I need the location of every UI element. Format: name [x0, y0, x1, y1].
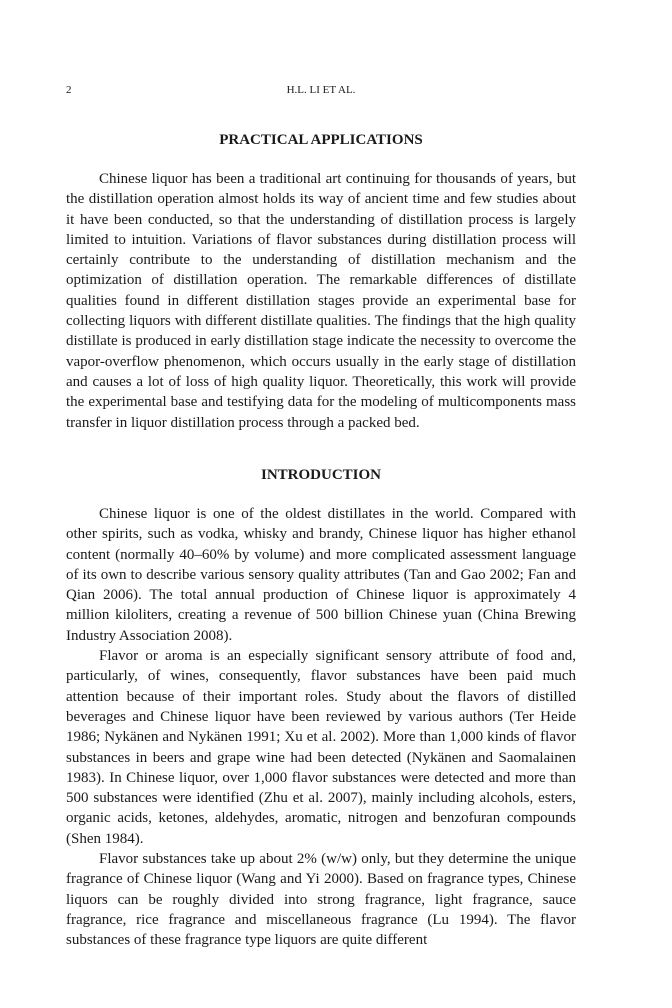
paragraph: Chinese liquor is one of the oldest distillates in the world. Compared with other spirits, such as vodka, whisky and brandy, Chinese liquor has higher ethanol content (normally 40–60% by volume) and more complicated assessment language of its own to describe various sensory quality attributes (Tan and Gao 2002; Fan and Qian 2006). The total annual production of Chinese liquor is approximately 4 million kiloliters, creating a revenue of 500 billion Chinese yuan (China Brewing Industry Association 2008).	[66, 506, 576, 644]
section-practical-applications	[66, 169, 576, 433]
section-introduction	[66, 504, 576, 951]
section-heading-practical-applications: PRACTICAL APPLICATIONS	[219, 132, 423, 148]
paragraph: Flavor or aroma is an especially significant sensory attribute of food and, particularly, of wines, consequently, flavor substances have been paid much attention because of their important roles. Study about the flavors of distilled beverages and Chinese liquor have been reviewed by various authors (Ter Heide 1986; Nykänen and Nykänen 1991; Xu et al. 2002). More than 1,000 kinds of flavor substances in beers and grape wine had been detected (Nykänen and Saomalainen 1983). In Chinese liquor, over 1,000 flavor substances were detected and more than 500 substances were identified (Zhu et al. 2007), mainly including alcohols, esters, organic acids, ketones, aldehydes, aromatic, nitrogen and benzofuran compounds (Shen 1984).	[66, 648, 576, 847]
section-heading-introduction: INTRODUCTION	[260, 467, 381, 483]
paragraph: Flavor substances take up about 2% (w/w) only, but they determine the unique fragrance of Chinese liquor (Wang and Yi 2000). Based on fragrance types, Chinese liquors can be roughly divided into strong fragrance, light fragrance, sauce fragrance, rice fragrance and miscellaneous fragrance (Lu 1994). The flavor substances of these fragrance type liquors are quite different	[66, 851, 576, 949]
page-number: 2	[66, 84, 72, 96]
running-title: H.L. LI ET AL.	[286, 84, 356, 96]
running-head	[66, 82, 576, 98]
paragraph: Chinese liquor has been a traditional art continuing for thousands of years, but the distillation operation almost holds its way of ancient time and few studies about it have been conducted, so that the understanding of distillation process is largely limited to intuition. Variations of flavor substances during distillation process will certainly contribute to the understanding of distillation mechanism and the optimization of distillation operation. The remarkable differences of distillate qualities found in different distillation stages provide an experimental base for collecting liquors with different distillate qualities. The findings that the high quality distillate is produced in early distillation stage indicate the necessity to overcome the vapor-overflow phenomenon, which occurs usually in the early stage of distillation and causes a lot of loss of high quality liquor. Theoretically, this work will provide the experimental base and testifying data for the modeling of multicomponents mass transfer in liquor distillation process through a packed bed.	[66, 171, 576, 431]
